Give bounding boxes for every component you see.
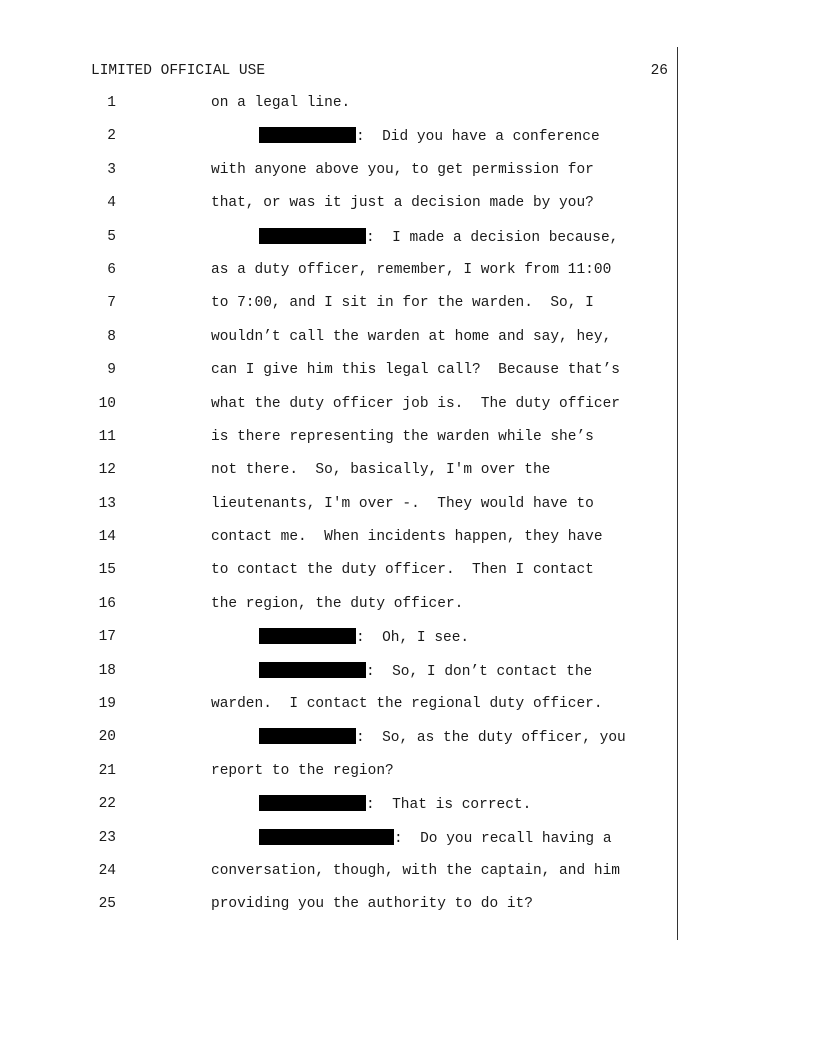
redacted-speaker-name	[259, 795, 366, 811]
transcript-line	[0, 395, 816, 428]
line-number: 12	[98, 462, 116, 479]
line-text: report to the region?	[211, 762, 394, 779]
redacted-speaker-name	[259, 829, 394, 845]
transcript-line	[0, 461, 816, 494]
redacted-speaker-name	[259, 127, 356, 143]
line-text: on a legal line.	[211, 95, 351, 111]
line-text: to 7:00, and I sit in for the warden. So, I	[211, 295, 594, 312]
speaker-line	[259, 795, 531, 814]
line-number: 20	[98, 729, 116, 746]
line-number: 8	[107, 328, 116, 345]
transcript-line	[0, 161, 816, 194]
line-number: 16	[98, 595, 116, 612]
line-text: : That is correct.	[366, 797, 532, 814]
transcript-line	[0, 862, 816, 895]
line-number: 9	[107, 362, 116, 379]
line-number: 19	[98, 696, 116, 713]
line-text: lieutenants, I'm over -. They would have to	[211, 495, 594, 512]
line-number: 2	[107, 128, 116, 145]
line-number: 1	[107, 95, 116, 111]
line-text: wouldn’t call the warden at home and say, hey,	[211, 328, 612, 345]
line-text: : I made a decision because,	[366, 229, 619, 246]
line-text: providing you the authority to do it?	[211, 896, 533, 913]
header-classification: LIMITED OFFICIAL USE	[91, 63, 266, 79]
line-text: : So, I don’t contact the	[366, 663, 593, 680]
transcript-line	[0, 194, 816, 227]
transcript-lines	[0, 94, 816, 929]
line-number: 21	[98, 762, 116, 779]
transcript-line	[0, 328, 816, 361]
line-text: is there representing the warden while she’s	[211, 428, 594, 445]
speaker-line	[259, 127, 600, 146]
line-number: 11	[98, 428, 116, 445]
transcript-line	[0, 361, 816, 394]
transcript-line	[0, 127, 816, 160]
line-text: : So, as the duty officer, you	[356, 730, 626, 747]
speaker-line	[259, 228, 618, 247]
redacted-speaker-name	[259, 228, 366, 244]
line-number: 18	[98, 662, 116, 679]
line-text: as a duty officer, remember, I work from 11:00	[211, 261, 612, 278]
line-text: warden. I contact the regional duty officer.	[211, 696, 603, 713]
transcript-line	[0, 695, 816, 728]
transcript-line	[0, 94, 816, 127]
line-number: 24	[98, 862, 116, 879]
line-number: 14	[98, 529, 116, 546]
line-number: 3	[107, 161, 116, 178]
line-number: 22	[98, 796, 116, 813]
line-text: with anyone above you, to get permission for	[211, 161, 594, 178]
transcript-line	[0, 561, 816, 594]
line-number: 23	[98, 829, 116, 846]
transcript-line	[0, 294, 816, 327]
transcript-line	[0, 428, 816, 461]
redacted-speaker-name	[259, 662, 366, 678]
line-text: what the duty officer job is. The duty officer	[211, 395, 620, 412]
speaker-line	[259, 829, 612, 848]
line-number: 17	[98, 629, 116, 646]
line-text: to contact the duty officer. Then I contact	[211, 562, 594, 579]
line-number: 4	[107, 195, 116, 212]
line-text: can I give him this legal call? Because that’s	[211, 362, 620, 379]
transcript-line	[0, 228, 816, 261]
line-text: : Did you have a conference	[356, 129, 600, 146]
line-text: contact me. When incidents happen, they have	[211, 529, 603, 546]
line-text: : Oh, I see.	[356, 630, 470, 647]
line-text: that, or was it just a decision made by you?	[211, 195, 594, 212]
transcript-line	[0, 595, 816, 628]
redacted-speaker-name	[259, 628, 356, 644]
line-number: 6	[107, 261, 116, 278]
line-text: conversation, though, with the captain, and him	[211, 862, 620, 879]
transcript-line	[0, 895, 816, 928]
speaker-line	[259, 728, 626, 747]
redacted-speaker-name	[259, 728, 356, 744]
speaker-line	[259, 662, 592, 681]
line-number: 7	[107, 295, 116, 312]
line-number: 13	[98, 495, 116, 512]
line-text: : Do you recall having a	[394, 830, 612, 847]
page-number: 26	[650, 63, 668, 79]
transcript-line	[0, 795, 816, 828]
line-number: 25	[98, 896, 116, 913]
line-number: 15	[98, 562, 116, 579]
line-text: the region, the duty officer.	[211, 595, 464, 612]
transcript-line	[0, 628, 816, 661]
speaker-line	[259, 628, 469, 647]
transcript-line	[0, 528, 816, 561]
transcript-line	[0, 261, 816, 294]
line-number: 10	[98, 395, 116, 412]
transcript-line	[0, 495, 816, 528]
transcript-line	[0, 762, 816, 795]
transcript-line	[0, 728, 816, 761]
line-text: not there. So, basically, I'm over the	[211, 462, 551, 479]
transcript-line	[0, 662, 816, 695]
line-number: 5	[107, 228, 116, 245]
transcript-line	[0, 829, 816, 862]
